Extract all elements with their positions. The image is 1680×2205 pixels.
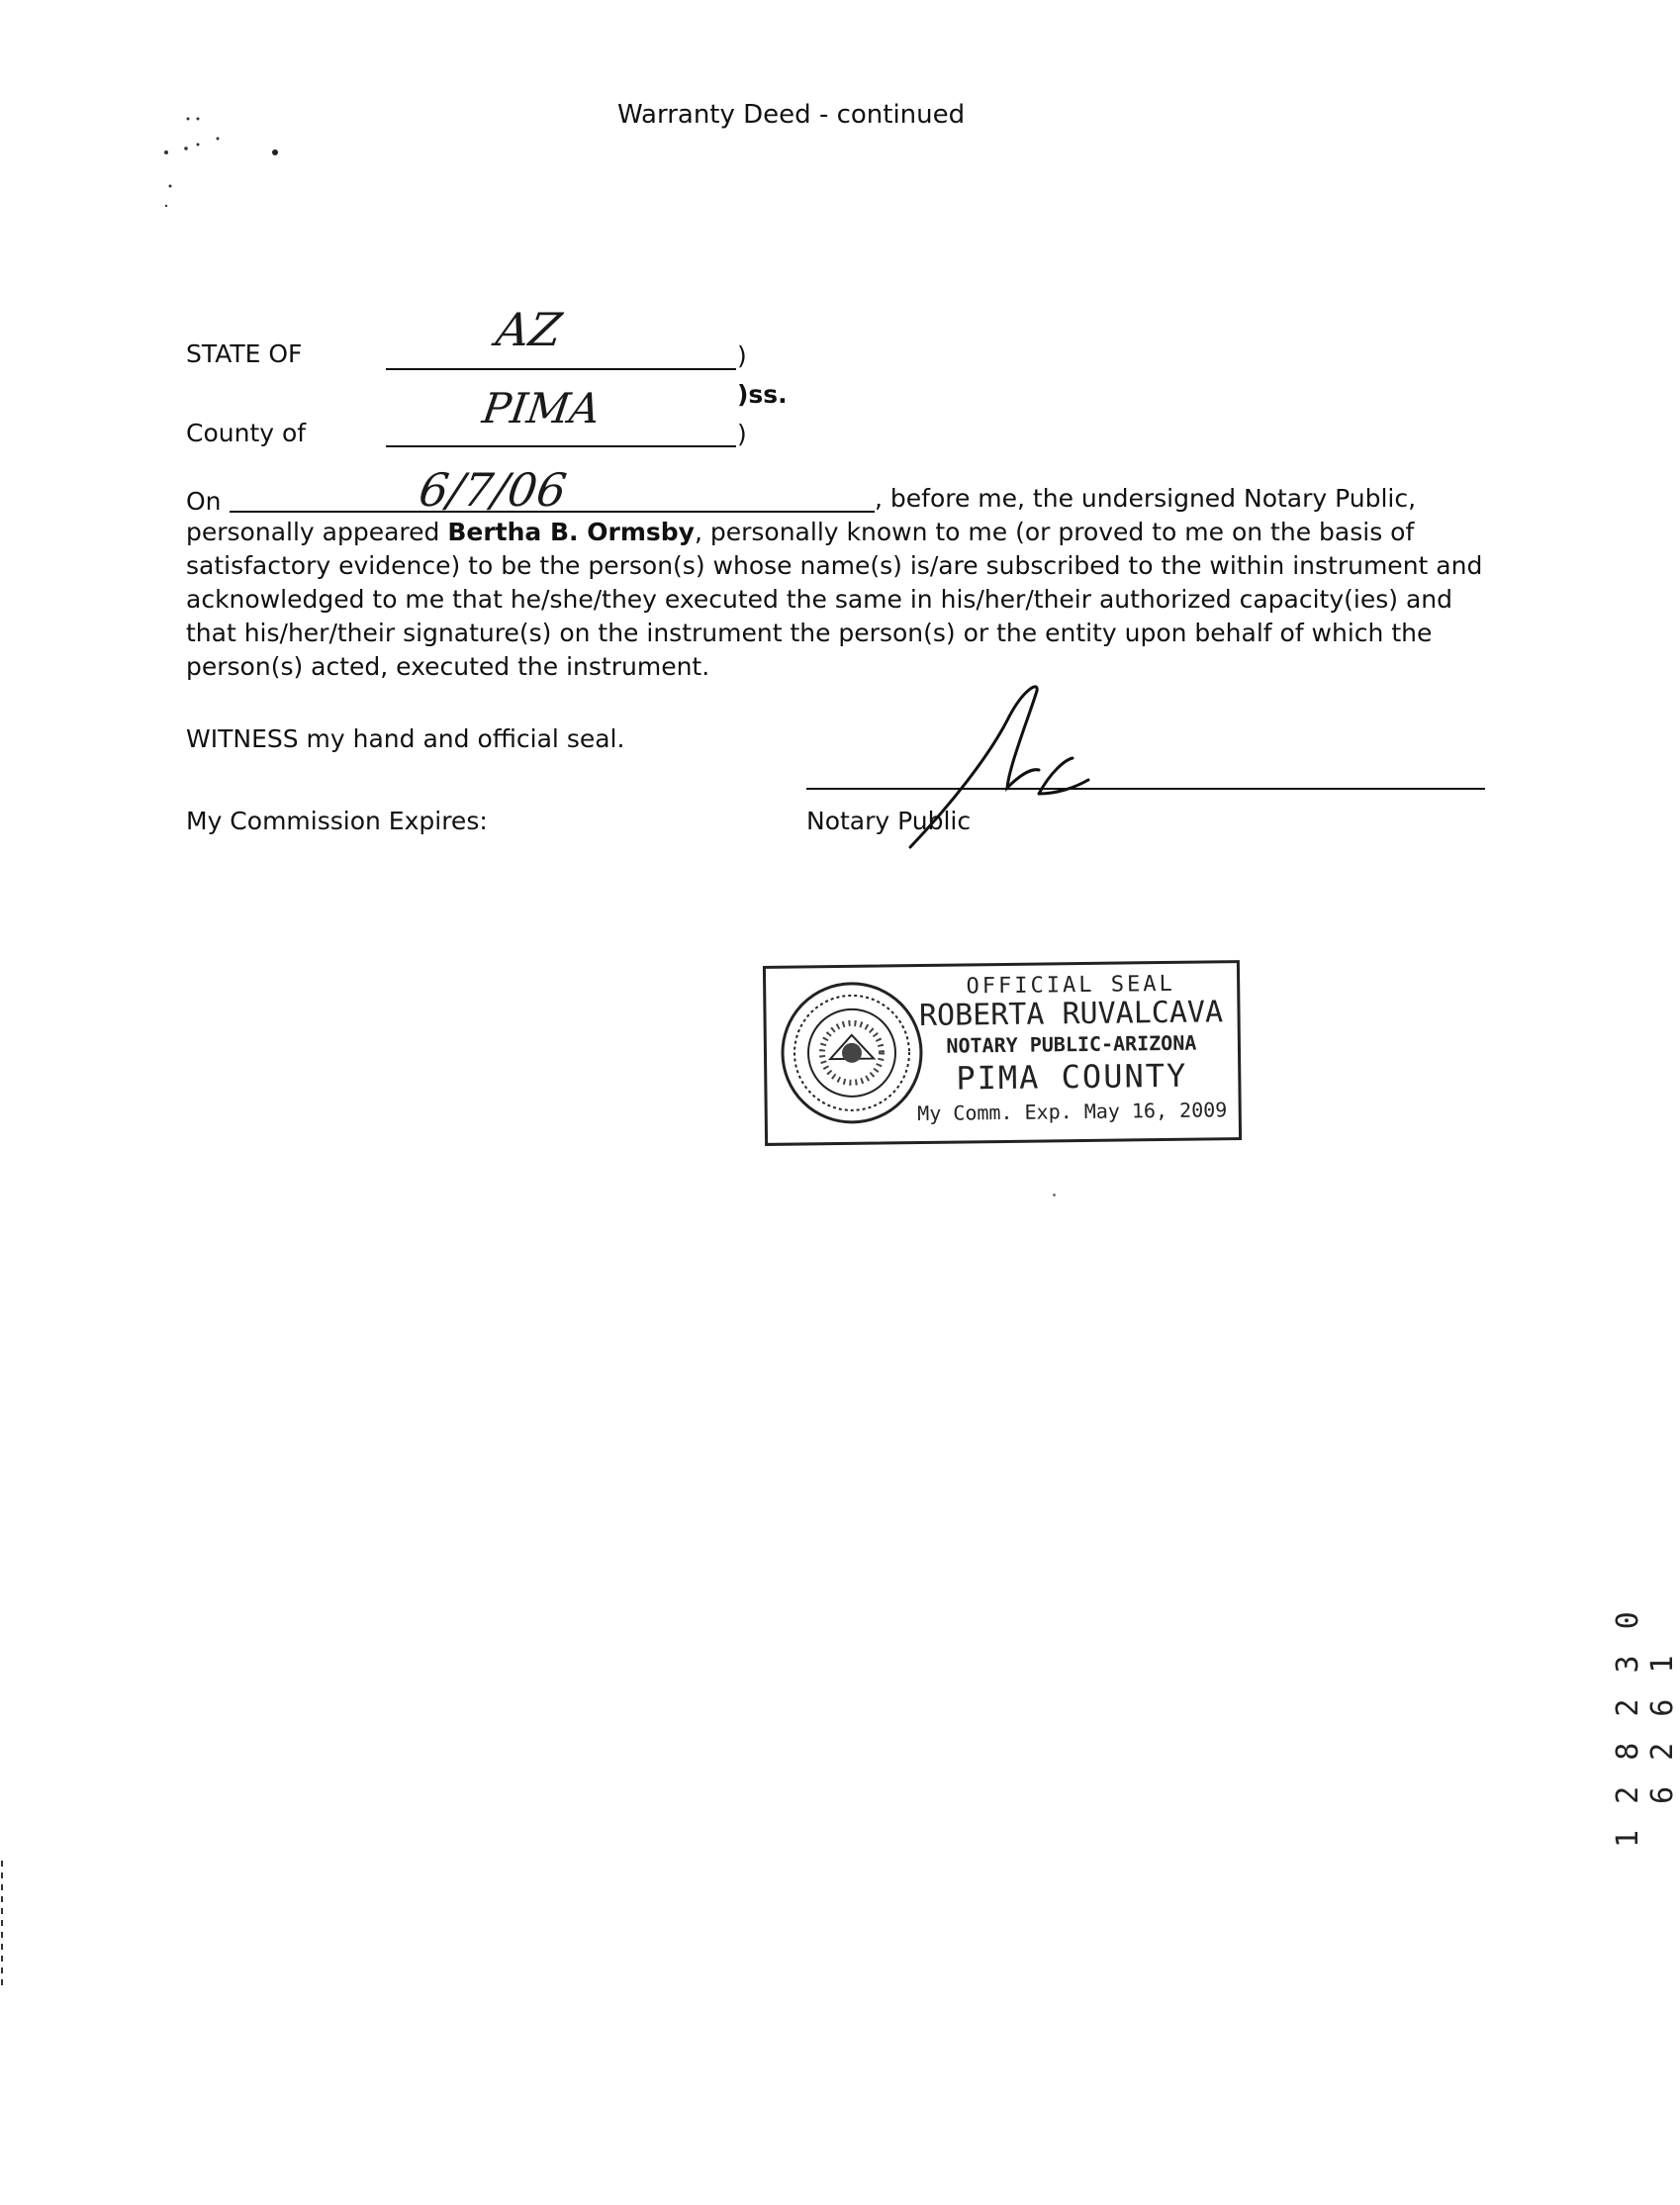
stamp-line-3: NOTARY PUBLIC-ARIZONA — [946, 1030, 1197, 1058]
ss-marker: )ss. — [737, 380, 788, 409]
para-suffix: , personally known to me (or proved to me on the basis of — [694, 518, 1415, 546]
commission-label: My Commission Expires: — [186, 807, 488, 835]
person-name: Bertha B. Ormsby — [447, 518, 695, 546]
scan-specks — [158, 109, 297, 218]
county-handwritten: PIMA — [479, 384, 604, 432]
page-header: Warranty Deed - continued — [617, 100, 966, 130]
witness-text: WITNESS my hand and official seal. — [186, 724, 625, 753]
on-label: On — [186, 487, 222, 516]
on-tail: , before me, the undersigned Notary Public, — [875, 484, 1417, 513]
state-underline — [386, 368, 736, 370]
notary-stamp — [763, 960, 1242, 1146]
para-line-5: person(s) acted, executed the instrument. — [186, 652, 710, 681]
recording-number: 1 2 8 2 3 0 6 2 6 1 — [1611, 1607, 1680, 1849]
stamp-line-2: ROBERTA RUVALCAVA — [918, 995, 1224, 1034]
scan-edge-marks — [0, 1861, 4, 1989]
stamp-line-5: My Comm. Exp. May 16, 2009 — [917, 1098, 1228, 1126]
notary-label: Notary Public — [806, 807, 972, 835]
date-handwritten: 6/7/06 — [416, 463, 570, 517]
para-line-4: that his/her/their signature(s) on the instrument the person(s) or the entity upon behalf of which the — [186, 619, 1433, 647]
state-seal-icon — [778, 979, 926, 1127]
stamp-line-1: OFFICIAL SEAL — [966, 971, 1175, 1000]
scan-dot — [1053, 1194, 1056, 1197]
state-handwritten: AZ — [493, 303, 565, 356]
county-label: County of — [186, 419, 307, 447]
para-line-3: acknowledged to me that he/she/they executed the same in his/her/their authorized capacity(ies) and — [186, 585, 1452, 614]
county-paren: ) — [737, 420, 747, 448]
para-line-2: satisfactory evidence) to be the person(s) whose name(s) is/are subscribed to the within instrument and — [186, 551, 1483, 580]
stamp-line-4: PIMA COUNTY — [956, 1056, 1188, 1098]
state-paren: ) — [737, 341, 747, 370]
county-underline — [386, 445, 736, 447]
acknowledgment-paragraph — [186, 516, 1483, 684]
state-label: STATE OF — [186, 339, 303, 368]
para-prefix: personally appeared — [186, 518, 448, 546]
